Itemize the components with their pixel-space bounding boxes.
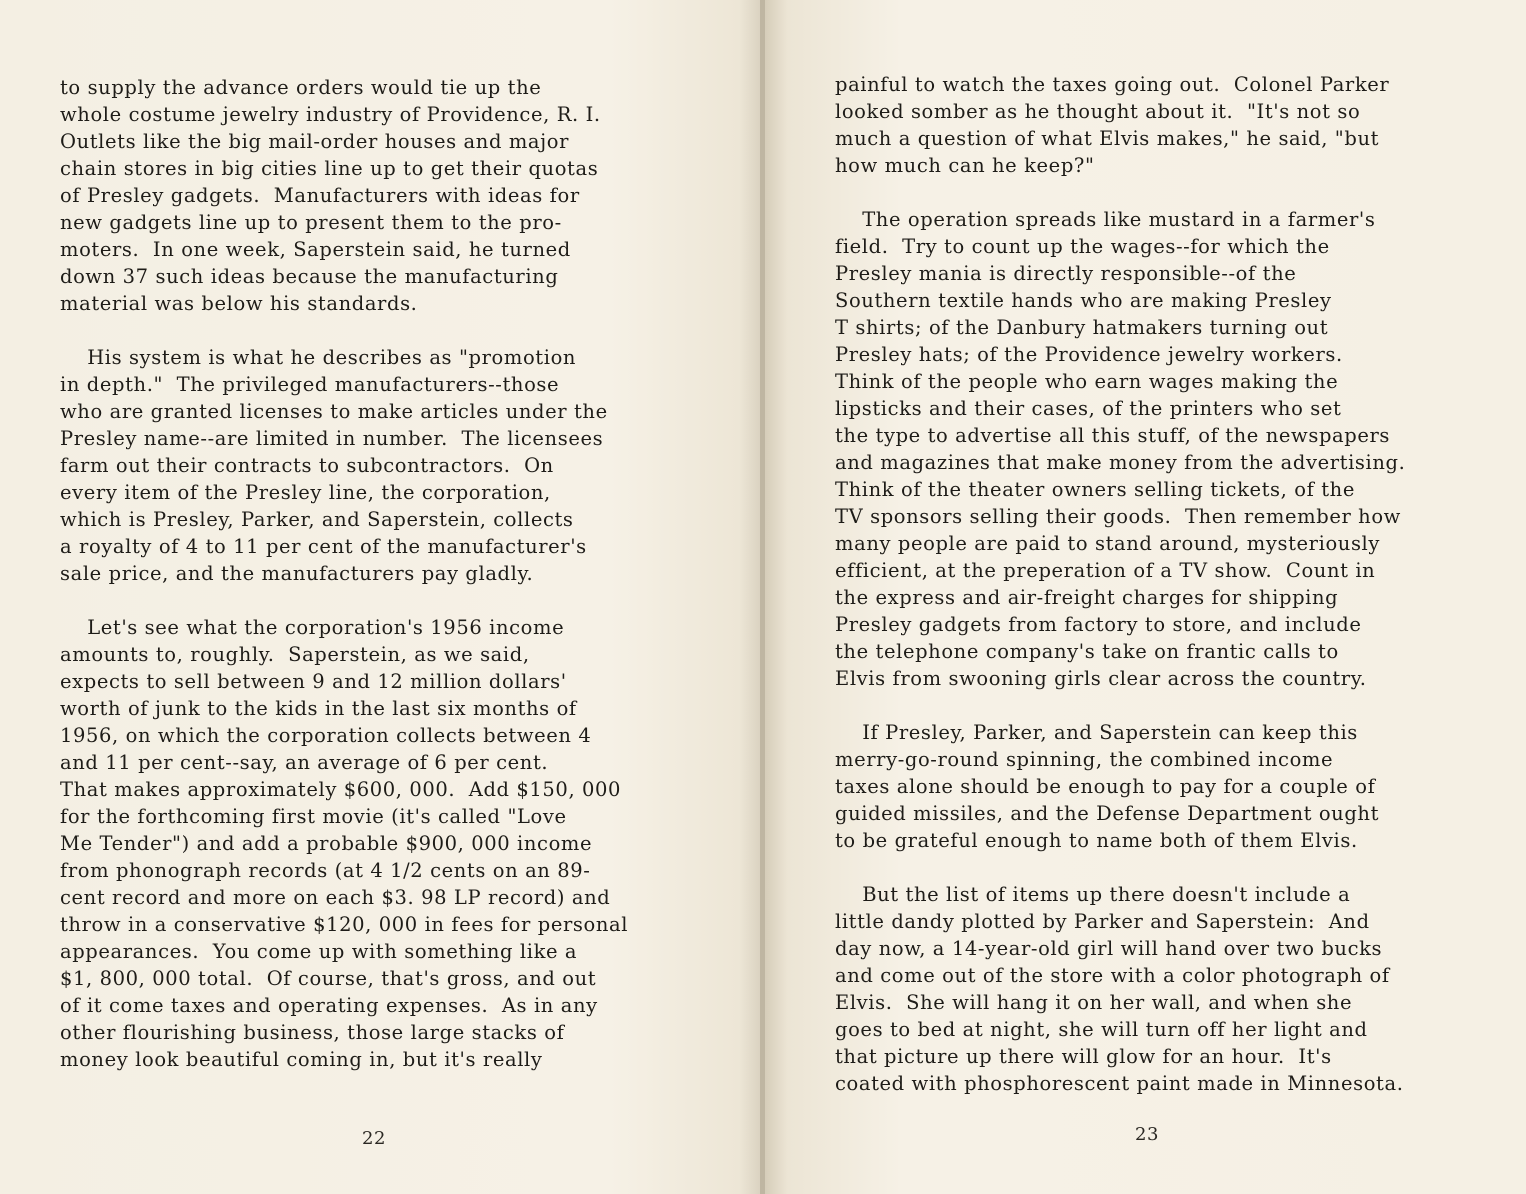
- right-page: [765, 0, 1526, 1194]
- text-line: If Presley, Parker, and Saperstein can keep this: [835, 721, 1358, 744]
- text-line: the express and air-freight charges for shipping: [835, 586, 1339, 609]
- text-line: T shirts; of the Danbury hatmakers turning out: [835, 316, 1329, 339]
- text-line: goes to bed at night, she will turn off her light and: [835, 1018, 1368, 1041]
- paragraph: [835, 206, 1500, 692]
- left-page-text: [60, 74, 710, 1100]
- text-line: Think of the theater owners selling tickets, of the: [835, 478, 1355, 501]
- text-line: Elvis from swooning girls clear across the country.: [835, 667, 1367, 690]
- text-line: farm out their contracts to subcontractors. On: [60, 454, 554, 477]
- text-line: Elvis. She will hang it on her wall, and when she: [835, 991, 1353, 1014]
- left-page: [0, 0, 762, 1194]
- paragraph: [60, 614, 710, 1073]
- text-line: of Presley gadgets. Manufacturers with ideas for: [60, 184, 580, 207]
- text-line: whole costume jewelry industry of Providence, R. I.: [60, 103, 601, 126]
- text-line: from phonograph records (at 4 1/2 cents on an 89-: [60, 859, 591, 882]
- text-line: sale price, and the manufacturers pay gladly.: [60, 562, 534, 585]
- text-line: material was below his standards.: [60, 292, 418, 315]
- text-line: expects to sell between 9 and 12 million dollars': [60, 670, 567, 693]
- text-line: coated with phosphorescent paint made in Minnesota.: [835, 1072, 1404, 1095]
- text-line: many people are paid to stand around, mysteriously: [835, 532, 1380, 555]
- text-line: efficient, at the preperation of a TV show. Count in: [835, 559, 1376, 582]
- text-line: painful to watch the taxes going out. Colonel Parker: [835, 73, 1390, 96]
- text-line: appearances. You come up with something like a: [60, 940, 578, 963]
- paragraph: [835, 71, 1500, 179]
- text-line: 1956, on which the corporation collects between 4: [60, 724, 592, 747]
- text-line: that picture up there will glow for an hour. It's: [835, 1045, 1332, 1068]
- text-line: of it come taxes and operating expenses. As in any: [60, 994, 598, 1017]
- page-number-right: 23: [1135, 1124, 1159, 1145]
- paragraph: [835, 719, 1500, 854]
- text-line: Presley name--are limited in number. The licensees: [60, 427, 604, 450]
- text-line: guided missiles, and the Defense Department ought: [835, 802, 1380, 825]
- text-line: and magazines that make money from the advertising.: [835, 451, 1406, 474]
- text-line: Presley gadgets from factory to store, and include: [835, 613, 1362, 636]
- text-line: Let's see what the corporation's 1956 income: [60, 616, 565, 639]
- text-line: much a question of what Elvis makes," he said, "but: [835, 127, 1380, 150]
- text-line: Presley hats; of the Providence jewelry workers.: [835, 343, 1343, 366]
- text-line: how much can he keep?": [835, 154, 1095, 177]
- text-line: cent record and more on each $3. 98 LP record) and: [60, 886, 611, 909]
- text-line: $1, 800, 000 total. Of course, that's gross, and out: [60, 967, 597, 990]
- text-line: little dandy plotted by Parker and Saperstein: And: [835, 910, 1370, 933]
- text-line: down 37 such ideas because the manufacturing: [60, 265, 559, 288]
- text-line: money look beautiful coming in, but it's really: [60, 1048, 543, 1071]
- text-line: to be grateful enough to name both of them Elvis.: [835, 829, 1358, 852]
- text-line: But the list of items up there doesn't include a: [835, 883, 1351, 906]
- text-line: the telephone company's take on frantic calls to: [835, 640, 1339, 663]
- text-line: other flourishing business, those large stacks of: [60, 1021, 565, 1044]
- text-line: who are granted licenses to make articles under the: [60, 400, 608, 423]
- text-line: His system is what he describes as "promotion: [60, 346, 577, 369]
- text-line: field. Try to count up the wages--for which the: [835, 235, 1330, 258]
- paragraph: [60, 344, 710, 587]
- text-line: the type to advertise all this stuff, of the newspapers: [835, 424, 1391, 447]
- text-line: and come out of the store with a color photograph of: [835, 964, 1390, 987]
- text-line: a royalty of 4 to 11 per cent of the manufacturer's: [60, 535, 587, 558]
- text-line: taxes alone should be enough to pay for a couple of: [835, 775, 1376, 798]
- text-line: in depth." The privileged manufacturers--those: [60, 373, 560, 396]
- text-line: for the forthcoming first movie (it's called "Love: [60, 805, 567, 828]
- text-line: Southern textile hands who are making Presley: [835, 289, 1332, 312]
- text-line: lipsticks and their cases, of the printers who set: [835, 397, 1342, 420]
- text-line: worth of junk to the kids in the last six months of: [60, 697, 577, 720]
- text-line: The operation spreads like mustard in a farmer's: [835, 208, 1376, 231]
- text-line: TV sponsors selling their goods. Then remember how: [835, 505, 1401, 528]
- text-line: Me Tender") and add a probable $900, 000 income: [60, 832, 593, 855]
- text-line: new gadgets line up to present them to the pro-: [60, 211, 562, 234]
- text-line: and 11 per cent--say, an average of 6 per cent.: [60, 751, 549, 774]
- text-line: throw in a conservative $120, 000 in fees for personal: [60, 913, 629, 936]
- text-line: moters. In one week, Saperstein said, he turned: [60, 238, 571, 261]
- text-line: Think of the people who earn wages making the: [835, 370, 1339, 393]
- paragraph: [60, 74, 710, 317]
- page-number-left: 22: [362, 1128, 386, 1149]
- text-line: every item of the Presley line, the corporation,: [60, 481, 551, 504]
- text-line: day now, a 14-year-old girl will hand over two bucks: [835, 937, 1383, 960]
- text-line: looked somber as he thought about it. "It's not so: [835, 100, 1361, 123]
- text-line: which is Presley, Parker, and Saperstein, collects: [60, 508, 574, 531]
- text-line: amounts to, roughly. Saperstein, as we said,: [60, 643, 530, 666]
- text-line: That makes approximately $600, 000. Add $150, 000: [60, 778, 622, 801]
- paragraph: [835, 881, 1500, 1097]
- text-line: Presley mania is directly responsible--of the: [835, 262, 1297, 285]
- text-line: chain stores in big cities line up to get their quotas: [60, 157, 599, 180]
- text-line: merry-go-round spinning, the combined income: [835, 748, 1334, 771]
- right-page-text: [835, 71, 1500, 1124]
- text-line: to supply the advance orders would tie up the: [60, 76, 542, 99]
- text-line: Outlets like the big mail-order houses and major: [60, 130, 570, 153]
